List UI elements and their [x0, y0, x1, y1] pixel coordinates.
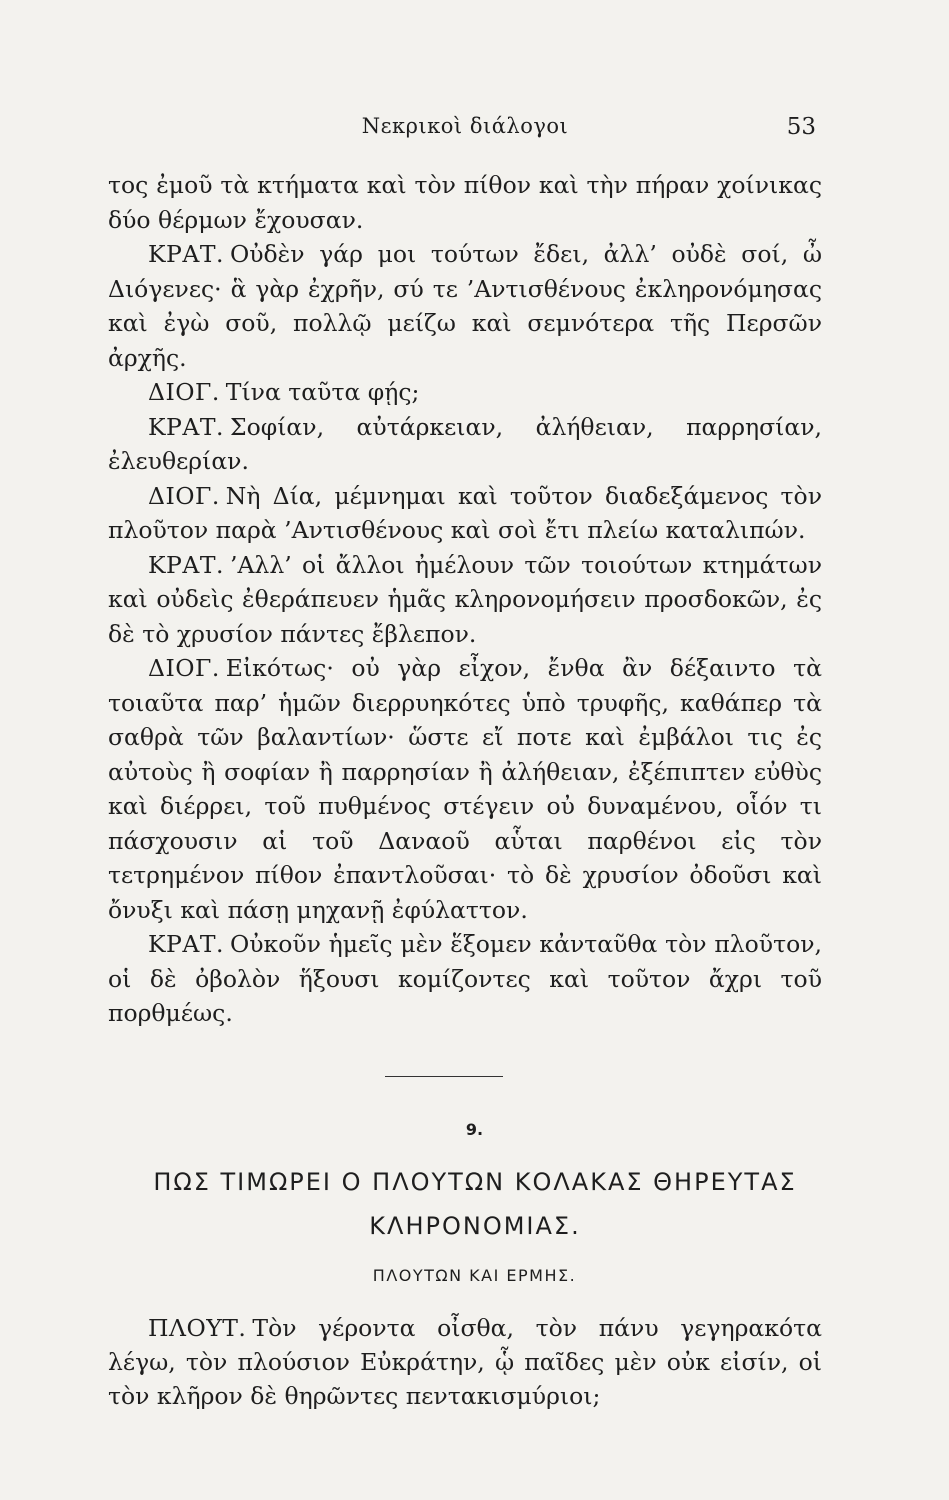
paragraph-text: Εἰκότως· οὐ γὰρ εἶχον, ἔνθα ἂν δέξαιντο τὰ τοιαῦτα παρ’ ἡμῶν διερρυηκότες ὑπὸ τρυφῆς, καθάπερ τὰ σαθρὰ τῶν βαλαντίων· ὥστε εἴ ποτε καὶ ἐμβάλοι τις ἐς αὐτοὺς ἢ σοφίαν ἢ παρρησίαν ἢ ἀλήθειαν, ἐξέπιπτεν εὐθὺς καὶ διέρρει, τοῦ πυθμένος στέγειν οὐ δυναμένου, οἷόν τι πάσχουσιν αἱ τοῦ Δαναοῦ αὗται παρθένοι εἰς τὸν τετρημένον πίθον ἐπαντλοῦσαι· τὸ δὲ χρυσίον ὀδοῦσι καὶ ὄνυξι καὶ πάσῃ μηχανῇ ἐφύλαττον.: [108, 654, 822, 924]
paragraph-text: Σοφίαν, αὐτάρκειαν, ἀλήθειαν, παρρησίαν, ἐλευθερίαν.: [108, 412, 822, 475]
paragraph: [108, 168, 822, 237]
speaker-label: ΔΙΟΓ.: [148, 654, 220, 682]
paragraph-text: τος ἐμοῦ τὰ κτήματα καὶ τὸν πίθον καὶ τὴν πήραν χοίνικας δύο θέρμων ἔχουσαν.: [108, 171, 822, 234]
speaker-label: ΔΙΟΓ.: [148, 378, 220, 406]
paragraph-text: Τίνα ταῦτα φῄς;: [225, 378, 420, 406]
dialogue-text-section-9: [108, 1311, 822, 1413]
paragraph: [108, 548, 822, 652]
paragraph-text: ’Αλλ’ οἱ ἄλλοι ἠμέλουν τῶν τοιούτων κτημάτων καὶ οὐδεὶς ἐθεράπευεν ἡμᾶς κληρονομήσειν προσδοκῶν, ἐς δὲ τὸ χρυσίον πάντες ἔβλεπον.: [108, 550, 822, 648]
section-title: ΠΩΣ ΤΙΜΩΡΕΙ Ο ΠΛΟΥΤΩΝ ΚΟΛΑΚΑΣ ΘΗΡΕΥΤΑΣ ΚΛΗΡΟΝΟΜΙΑΣ.: [153, 1168, 797, 1240]
paragraph: [108, 927, 822, 1031]
running-title: Νεκρικοὶ διάλογοι: [361, 114, 569, 138]
page-number: 53: [786, 114, 816, 140]
paragraph: [108, 1311, 822, 1413]
speaker-label: ΠΛΟΥΤ.: [148, 1314, 247, 1342]
paragraph: [108, 479, 822, 548]
speaker-label: ΚΡΑΤ.: [148, 930, 224, 958]
paragraph: [108, 375, 822, 410]
dialogue-text: [108, 168, 822, 1031]
paragraph-text: Τὸν γέροντα οἶσθα, τὸν πάνυ γεγηρακότα λέγω, τὸν πλούσιον Εὐκράτην, ᾧ παῖδες μὲν οὐκ εἰσίν, οἱ τὸν κλῆρον δὲ θηρῶντες πεντακισμύριοι;: [108, 1314, 822, 1410]
speaker-label: ΔΙΟΓ.: [148, 481, 220, 510]
speaker-label: ΚΡΑΤ.: [148, 550, 224, 579]
paragraph: [108, 410, 822, 479]
speaker-label: ΚΡΑΤ.: [148, 412, 224, 441]
section-number: 9.: [465, 1120, 484, 1139]
running-head: [110, 114, 820, 144]
speaker-label: ΚΡΑΤ.: [148, 240, 224, 268]
section-divider: [385, 1076, 503, 1077]
paragraph: [108, 651, 822, 927]
paragraph-text: Νὴ Δία, μέμνημαι καὶ τοῦτον διαδεξάμενος τὸν πλοῦτον παρὰ ’Αντισθένους καὶ σοὶ ἔτι πλείω καταλιπών.: [108, 481, 822, 544]
paragraph: [108, 237, 822, 375]
dramatis-personae: ΠΛΟΥΤΩΝ ΚΑΙ ΕΡΜΗΣ.: [372, 1266, 577, 1285]
paragraph-text: Οὐδὲν γάρ μοι τούτων ἔδει, ἀλλ’ οὐδὲ σοί, ὦ Διόγενες· ἃ γὰρ ἐχρῆν, σύ τε ’Αντισθένους ἐκληρονόμησας καὶ ἐγὼ σοῦ, πολλῷ μείζω καὶ σεμνότερα τῆς Περσῶν ἀρχῆς.: [108, 240, 822, 372]
paragraph-text: Οὐκοῦν ἡμεῖς μὲν ἕξομεν κἀνταῦθα τὸν πλοῦτον, οἱ δὲ ὀβολὸν ἥξουσι κομίζοντες καὶ τοῦτον ἄχρι τοῦ πορθμέως.: [108, 930, 822, 1027]
